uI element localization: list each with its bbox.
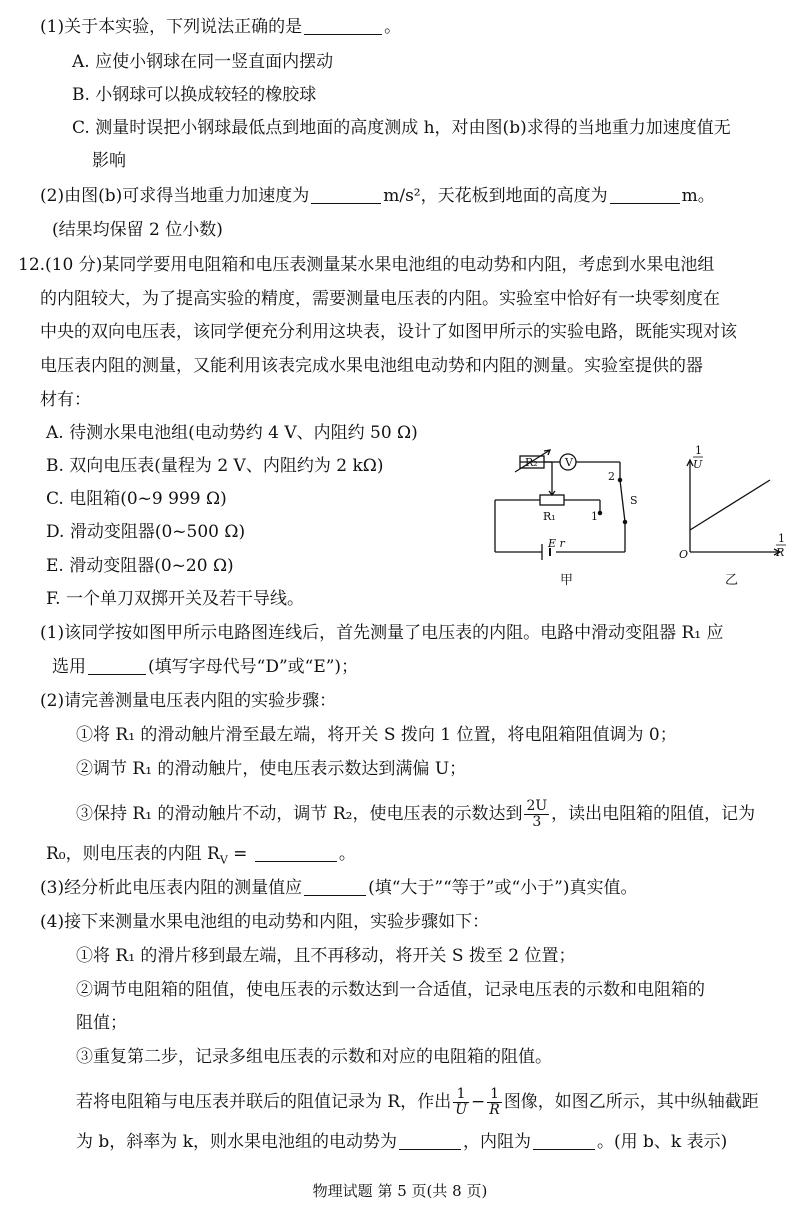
q2-stem: (2)由图(b)可求得当地重力加速度为 m/s²，天花板到地面的高度为 m。 <box>40 186 715 206</box>
step4-5: 为 b，斜率为 k，则水果电池组的电动势为 ，内阻为 。(用 b、k 表示) <box>76 1132 728 1152</box>
page-footer: 物理试题 第 5 页(共 8 页) <box>312 1182 488 1200</box>
r1-resistor <box>540 495 564 505</box>
step3: (3)经分析此电压表内阻的测量值应 (填“大于”“等于”或“小于”)真实值。 <box>40 878 638 898</box>
item-a: A. 待测水果电池组(电动势约 4 V、内阻约 50 Ω) <box>46 423 418 443</box>
step1-a: (1)该同学按如图甲所示电路图连线后，首先测量了电压表的内阻。电路中滑动变阻器 R₁ 应 <box>40 623 724 643</box>
p12-intro-4: 电压表内阻的测量，又能利用该表完成水果电池组电动势和内阻的测量。实验室提供的器 <box>40 356 703 376</box>
p12-intro-2: 的内阻较大，为了提高实验的精度，需要测量电压表的内阻。实验室中恰好有一块零刻度在 <box>40 289 720 309</box>
answer-blank[interactable] <box>610 185 680 204</box>
label-s: S <box>630 494 638 507</box>
answer-blank[interactable] <box>304 877 366 896</box>
option-c: C. 测量时误把小钢球最低点到地面的高度测成 h，对由图(b)求得的当地重力加速度值无 <box>72 118 731 138</box>
caption-jia: 甲 <box>560 573 574 588</box>
item-c: C. 电阻箱(0~9 999 Ω) <box>46 489 227 509</box>
caption-yi: 乙 <box>725 573 739 588</box>
q2-note: (结果均保留 2 位小数) <box>52 220 223 240</box>
label-v: V <box>565 456 573 469</box>
label-1: 1 <box>591 510 598 523</box>
x-axis-den: R <box>776 546 785 559</box>
step2-2: ②调节 R₁ 的滑动触片，使电压表示数达到满偏 U； <box>76 759 467 779</box>
label-2: 2 <box>608 470 615 483</box>
step2-4: R₀，则电压表的内阻 $R_V$ = 。 <box>46 844 356 867</box>
y-axis-den: U <box>693 458 703 471</box>
step2-1: ①将 R₁ 的滑动触片滑至最左端，将开关 S 拨向 1 位置，将电阻箱阻值调为 0； <box>76 725 677 745</box>
option-a: A. 应使小钢球在同一竖直面内摆动 <box>72 52 334 72</box>
answer-blank[interactable] <box>311 185 381 204</box>
item-f: F. 一个单刀双掷开关及若干导线。 <box>46 589 304 609</box>
origin-label: O <box>679 548 689 561</box>
label-r2: R₂ <box>525 456 538 469</box>
fraction-2u-3: $\frac{2U}{3}$ <box>526 798 548 830</box>
graph-line <box>690 480 770 530</box>
p12-intro-1: 12.(10 分)某同学要用电阻箱和电压表测量某水果电池组的电动势和内阻，考虑到水果电池组 <box>18 255 715 275</box>
step4-title: (4)接下来测量水果电池组的电动势和内阻，实验步骤如下： <box>40 912 490 932</box>
q1-stem: (1)关于本实验，下列说法正确的是 。 <box>40 17 402 37</box>
answer-blank[interactable] <box>88 656 146 675</box>
option-c-cont: 影响 <box>92 151 126 171</box>
answer-blank[interactable] <box>255 843 337 862</box>
step2-title: (2)请完善测量电压表内阻的实验步骤： <box>40 691 337 711</box>
step1-b: 选用 (填写字母代号“D”或“E”)； <box>52 657 359 677</box>
step4-4: 若将电阻箱与电压表并联后的阻值记录为 R，作出 $\frac{1}{U}$ − $\frac{1}{R}$ 图像，如图乙所示，其中纵轴截距 <box>76 1086 759 1118</box>
step2-3: ③保持 R₁ 的滑动触片不动，调节 R₂，使电压表的示数达到 $\frac{2U}{3}$ ，读出电阻箱的阻值，记为 <box>76 798 756 830</box>
y-axis-num: 1 <box>695 444 702 457</box>
item-d: D. 滑动变阻器(0~500 Ω) <box>46 522 246 542</box>
fraction-1-u: $\frac{1}{U}$ <box>455 1086 468 1118</box>
step4-2-cont: 阻值； <box>76 1013 127 1033</box>
fraction-1-r: $\frac{1}{R}$ <box>489 1086 500 1118</box>
p12-intro-5: 材有： <box>40 390 91 410</box>
answer-blank[interactable] <box>304 16 382 35</box>
p12-intro-3: 中央的双向电压表，该同学便充分利用这块表，设计了如图甲所示的实验电路，既能实现对该 <box>40 322 737 342</box>
label-r1: R₁ <box>543 510 556 523</box>
step4-1: ①将 R₁ 的滑片移到最左端，且不再移动，将开关 S 拨至 2 位置； <box>76 946 576 966</box>
graph-yi <box>687 460 780 555</box>
switch-s <box>620 480 625 522</box>
figure-circuit-and-graph <box>480 440 790 590</box>
step4-2: ②调节电阻箱的阻值，使电压表的示数达到一合适值，记录电压表的示数和电阻箱的 <box>76 980 705 1000</box>
option-b: B. 小钢球可以换成较轻的橡胶球 <box>72 85 317 105</box>
item-e: E. 滑动变阻器(0~20 Ω) <box>46 556 234 576</box>
answer-blank[interactable] <box>399 1131 461 1150</box>
x-axis-num: 1 <box>778 532 785 545</box>
step4-3: ③重复第二步，记录多组电压表的示数和对应的电阻箱的阻值。 <box>76 1047 552 1067</box>
item-b: B. 双向电压表(量程为 2 V、内阻约为 2 kΩ) <box>46 456 384 476</box>
label-er: E r <box>548 537 565 550</box>
answer-blank[interactable] <box>533 1131 595 1150</box>
